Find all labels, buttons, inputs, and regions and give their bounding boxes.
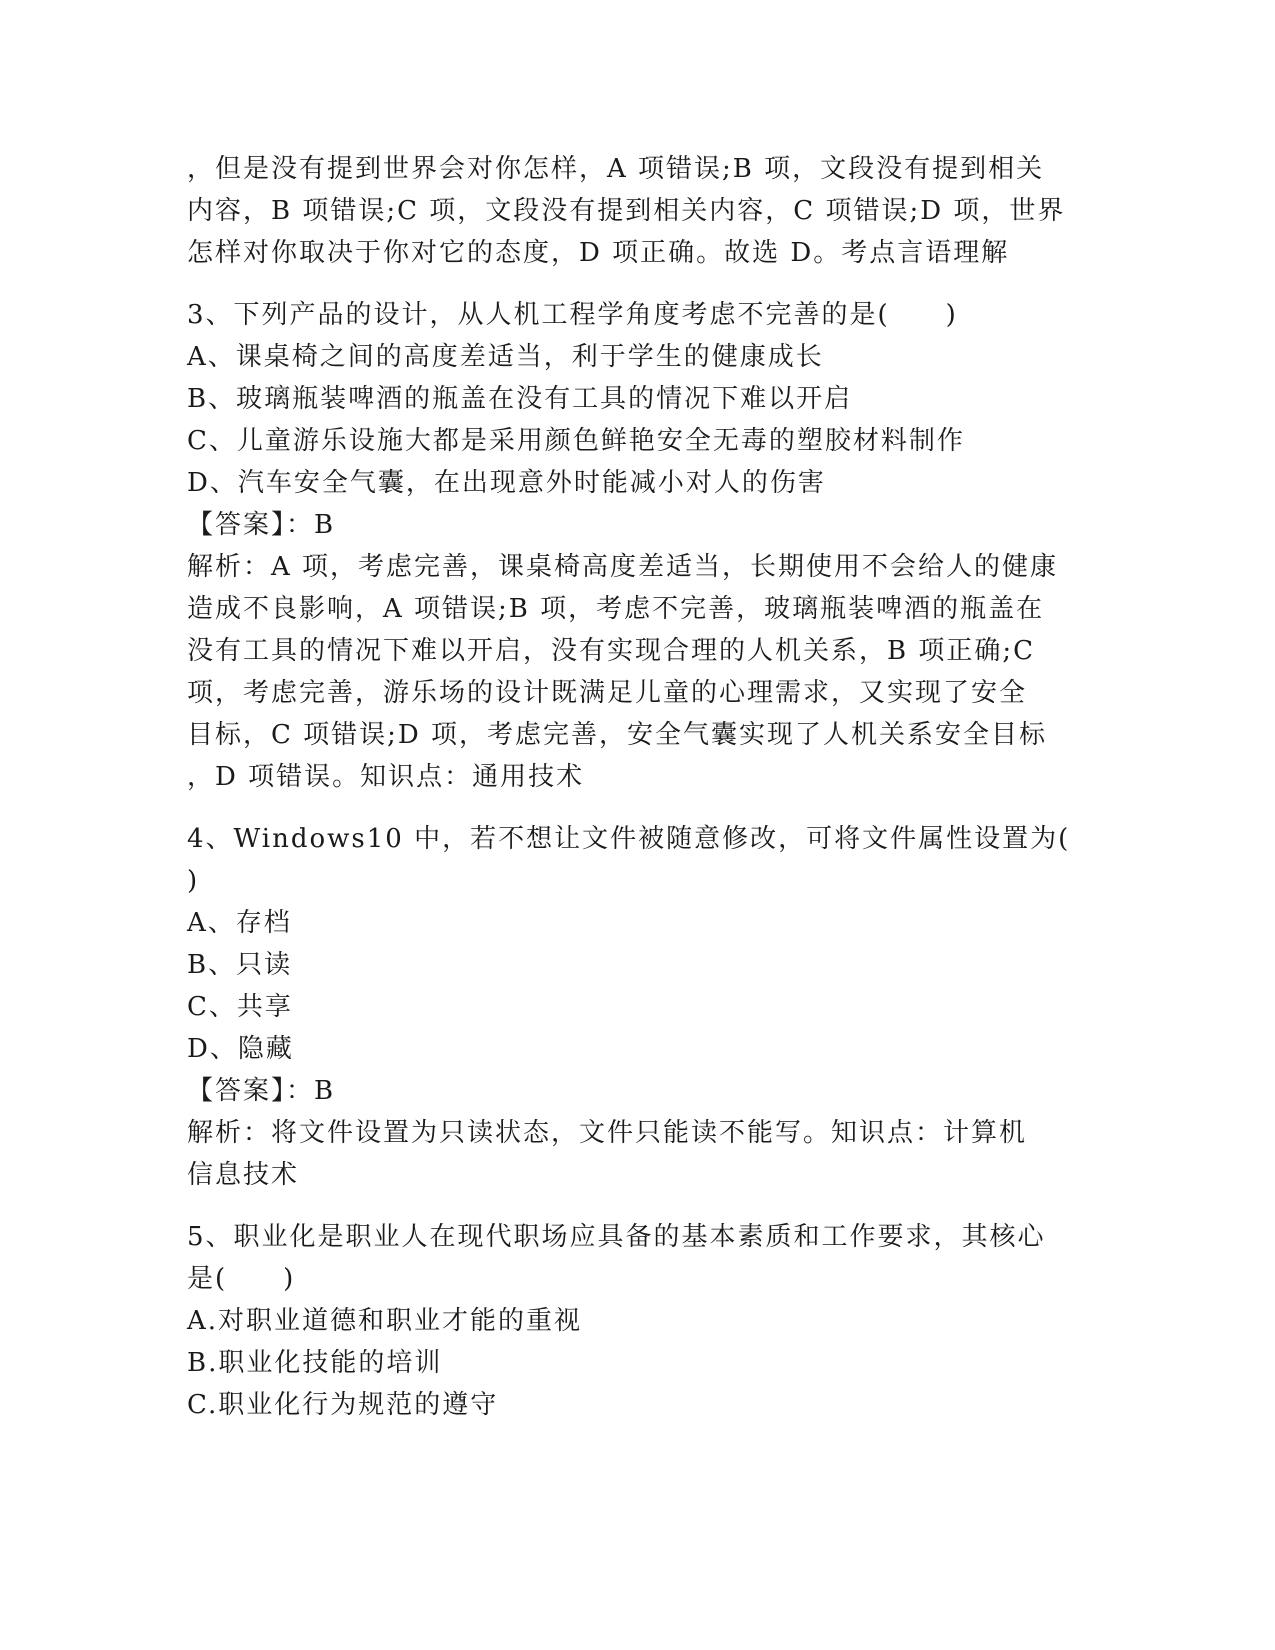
option-b: B、玻璃瓶装啤酒的瓶盖在没有工具的情况下难以开启 xyxy=(187,384,853,414)
option-c: C.职业化行为规范的遵守 xyxy=(187,1390,499,1420)
question-stem: 3、下列产品的设计，从人机工程学角度考虑不完善的是( ) xyxy=(187,300,958,330)
text-line: ，但是没有提到世界会对你怎样，A 项错误;B 项，文段没有提到相关 xyxy=(187,154,1045,184)
option-a: A.对职业道德和职业才能的重视 xyxy=(187,1306,583,1336)
answer-line: 【答案】：B xyxy=(187,510,336,540)
option-d: D、隐藏 xyxy=(187,1034,294,1064)
continuation-block xyxy=(187,148,1087,274)
analysis-line: 信息技术 xyxy=(187,1160,300,1190)
analysis-line: 造成不良影响，A 项错误;B 项，考虑不完善，玻璃瓶装啤酒的瓶盖在 xyxy=(187,594,1045,624)
document-page xyxy=(187,148,1087,1426)
option-b: B、只读 xyxy=(187,950,293,980)
option-c: C、儿童游乐设施大都是采用颜色鲜艳安全无毒的塑胶材料制作 xyxy=(187,426,965,456)
option-b: B.职业化技能的培训 xyxy=(187,1348,443,1378)
analysis-line: 目标，C 项错误;D 项，考虑完善，安全气囊实现了人机关系安全目标 xyxy=(187,720,1048,750)
option-a: A、课桌椅之间的高度差适当，利于学生的健康成长 xyxy=(187,342,824,372)
option-c: C、共享 xyxy=(187,992,293,1022)
question-5 xyxy=(187,1216,1087,1426)
question-stem: 4、Windows10 中，若不想让文件被随意修改，可将文件属性设置为( xyxy=(187,824,1071,854)
answer-line: 【答案】：B xyxy=(187,1076,336,1106)
text-line: 内容，B 项错误;C 项，文段没有提到相关内容，C 项错误;D 项，世界 xyxy=(187,196,1066,226)
analysis-line: 解析：A 项，考虑完善，课桌椅高度差适当，长期使用不会给人的健康 xyxy=(187,552,1059,582)
option-a: A、存档 xyxy=(187,908,292,938)
analysis-line: 解析：将文件设置为只读状态，文件只能读不能写。知识点：计算机 xyxy=(187,1118,1028,1148)
option-d: D、汽车安全气囊，在出现意外时能减小对人的伤害 xyxy=(187,468,826,498)
question-stem: 是( ) xyxy=(187,1264,296,1294)
question-4 xyxy=(187,818,1087,1196)
analysis-line: 没有工具的情况下难以开启，没有实现合理的人机关系，B 项正确;C xyxy=(187,636,1036,666)
question-stem: 5、职业化是职业人在现代职场应具备的基本素质和工作要求，其核心 xyxy=(187,1222,1046,1252)
analysis-line: 项，考虑完善，游乐场的设计既满足儿童的心理需求，又实现了安全 xyxy=(187,678,1028,708)
question-stem: ) xyxy=(187,866,200,896)
analysis-line: ，D 项错误。知识点：通用技术 xyxy=(187,762,585,792)
text-line: 怎样对你取决于你对它的态度，D 项正确。故选 D。考点言语理解 xyxy=(187,238,1010,268)
question-3 xyxy=(187,294,1087,798)
